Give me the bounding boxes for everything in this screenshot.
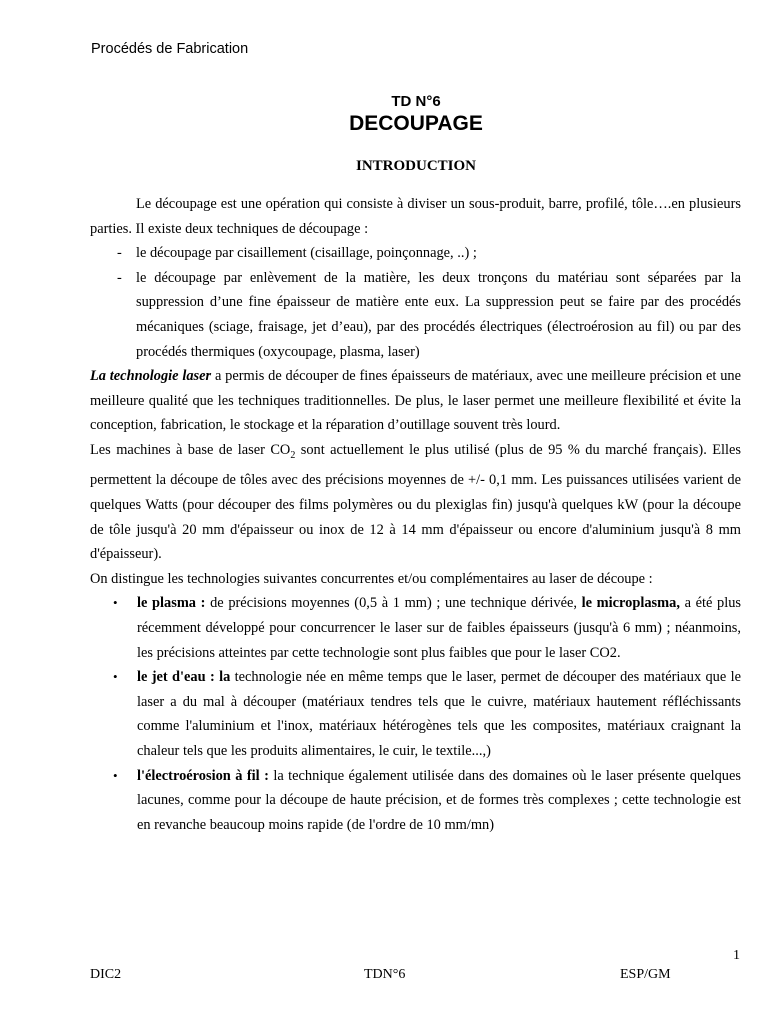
list-item-water-jet [90, 665, 741, 763]
item-lead: l'électroérosion à fil : [137, 767, 269, 784]
bullet-icon: • [113, 767, 118, 783]
bullet-icon: • [113, 595, 118, 611]
list-item-plasma [90, 591, 741, 665]
co2-paragraph [90, 438, 741, 567]
item-text: de précisions moyennes (0,5 à 1 mm) ; une technique dérivée, [205, 595, 582, 612]
co2-subscript: 2 [290, 449, 296, 461]
technique-list [90, 241, 741, 364]
title-block [0, 93, 768, 137]
item-lead: le jet d'eau : la [137, 669, 231, 686]
item-lead: le plasma : [137, 595, 206, 612]
list-item: - le découpage par cisaillement (cisaillage, poinçonnage, ..) ; [90, 241, 741, 266]
td-number: TD N°6 [391, 93, 441, 110]
list-item-wire-edm [90, 764, 741, 838]
technology-list [90, 591, 741, 837]
list-item: - le découpage par enlèvement de la matière, les deux tronçons du matériau sont séparées par la suppression d’une fine épaisseur de matière ente eux. La suppression peut se faire par des procédés mécaniques (sciage, fraisage, jet d’eau), par des procédés électriques (électroérosion au fil) ou par des procédés thermiques (oxycoupage, plasma, laser) [90, 266, 741, 364]
distinguish-line: On distingue les technologies suivantes concurrentes et/ou complémentaires au laser de découpe : [90, 570, 653, 587]
footer-right: ESP/GM [620, 967, 671, 982]
co2-text-1: Les machines à base de laser CO [90, 441, 291, 458]
laser-text: a permis de découper de fines épaisseurs de matériaux, avec une meilleure précision et une meilleure qualité que les techniques traditionnelles. De plus, le laser permet une meilleure flexibilité et évite la conception, fabrication, le stockage et la réparation d’outillage souvent très lourd. [90, 368, 741, 434]
footer-left: DIC2 [90, 967, 122, 982]
item-bold: le microplasma, [581, 595, 680, 612]
bullet-icon: • [113, 669, 118, 685]
laser-paragraph [90, 364, 741, 438]
item-text: la technique également utilisée dans des domaines où le laser présente quelques lacunes, comme pour la découpe de haute précision, et de formes très complexes ; cette technologie est en revanche beaucoup moins rapide (de l'ordre de 10 mm/mn) [137, 767, 741, 833]
footer-center: TDN°6 [364, 967, 406, 982]
intro-paragraph: Le découpage est une opération qui consiste à diviser un sous-produit, barre, profilé, tôle….en plusieurs parties. Il existe deux techniques de découpage : [90, 196, 741, 237]
co2-text-2: sont actuellement le plus utilisé (plus de 95 % du marché français). Elles permettent la découpe de tôles avec des précisions moyennes de +/- 0,1 mm. Les puissances utilisées varient de quelques Watts (pour découper des films polymères ou du plexiglas fin) jusqu'à quelques kW (pour la découpe de tôle jusqu'à 20 mm d'épaisseur ou inox de 12 à 14 mm d'épaisseur ou encore d'aluminium jusqu'à 8 mm d'épaisseur). [90, 441, 741, 563]
document-body [90, 192, 741, 837]
item-text: technologie née en même temps que le laser, permet de découper des matériaux que le laser a du mal à découper (matériaux tendres tels que le cuivre, matériaux hautement réfléchissants comme l'aluminium et l'inox, matériaux hétérogènes tels que les composites, matériaux craignant la chaleur tels que les produits alimentaires, le cuir, le textile...,) [137, 669, 741, 759]
laser-lead: La technologie laser [90, 368, 212, 385]
section-heading: INTRODUCTION [355, 158, 476, 174]
page-number: 1 [733, 948, 740, 963]
page-header: Procédés de Fabrication [91, 41, 249, 57]
item-text-2: a été plus récemment développé pour concurrencer le laser sur de faibles épaisseurs (jusqu'à 6 mm) ; néanmoins, les précisions atteintes par cette technologie sont plus faibles que pour le laser CO2. [137, 595, 742, 661]
document-title: DECOUPAGE [349, 112, 483, 135]
